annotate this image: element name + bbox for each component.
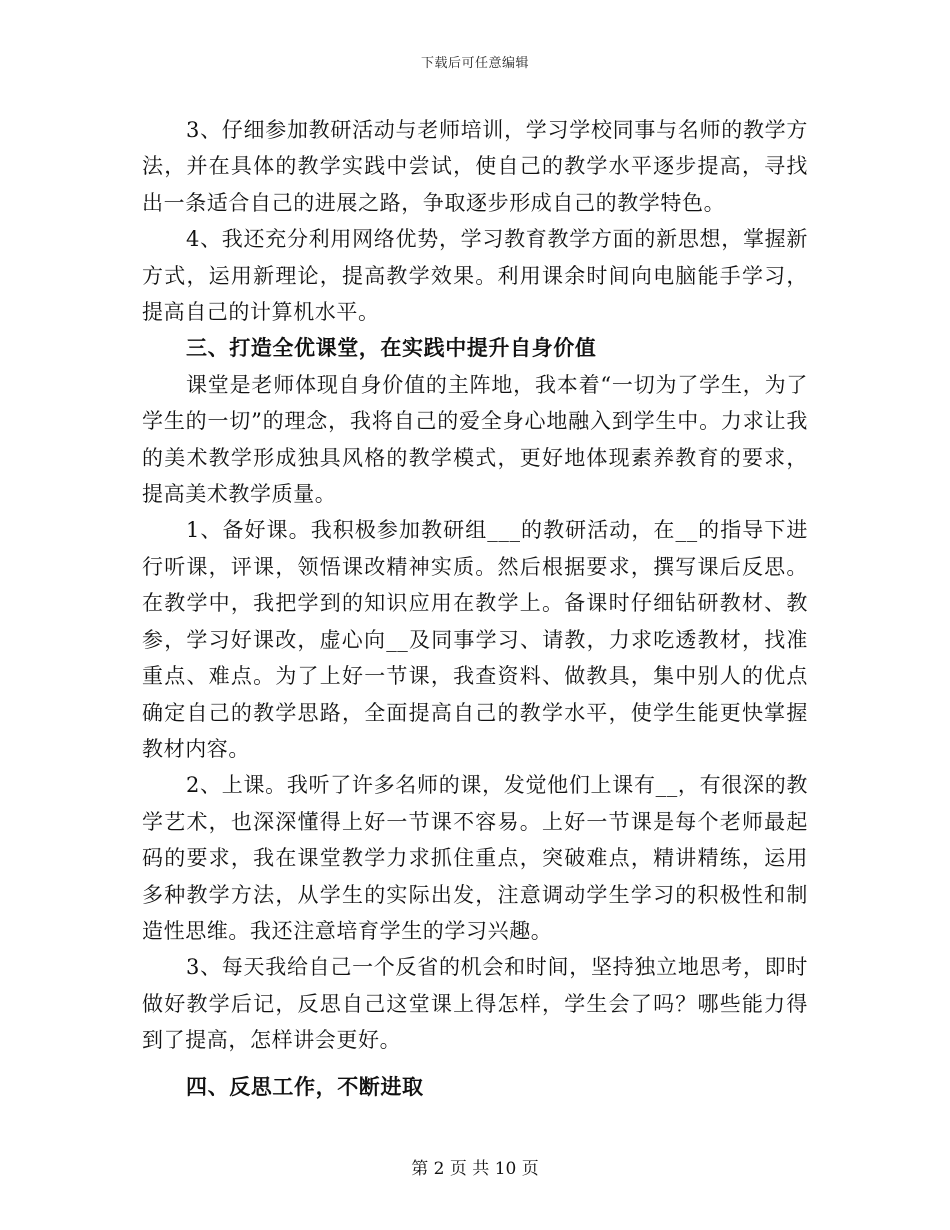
paragraph-item-4-network: 4、我还充分利用网络优势，学习教育教学方面的新思想，掌握新方式，运用新理论，提高教学效果。利用课余时间向电脑能手学习，提高自己的计算机水平。 [142,227,808,325]
paragraph-classroom-intro: 课堂是老师体现自身价值的主阵地，我本着“一切为了学生，为了学生的一切”的理念，我将自己的爱全身心地融入到学生中。力求让我的美术教学形成独具风格的教学模式，更好地体现素养教育的要求，提高美术教学质量。 [142,372,808,507]
paragraph-item-3-reflect: 3、每天我给自己一个反省的机会和时间，坚持独立地思考，即时做好教学后记，反思自己这堂课上得怎样，学生会了吗？哪些能力得到了提高，怎样讲会更好。 [142,955,808,1053]
section-heading-4: 四、反思工作，不断进取 [186,1073,424,1099]
page-number: 第 2 页 共 10 页 [411,1159,539,1179]
document-body [142,112,808,1105]
paragraph-item-2-teaching: 2、上课。我听了许多名师的课，发觉他们上课有__，有很深的教学艺术，也深深懂得上好一节课不容易。上好一节课是每个老师最起码的要求，我在课堂教学力求抓住重点，突破难点，精讲精练，运用多种教学方法，从学生的实际出发，注意调动学生学习的积极性和制造性思维。我还注意培育学生的学习兴趣。 [142,773,808,943]
header-note: 下载后可任意编辑 [420,56,529,71]
paragraph-item-1-prepare: 1、备好课。我积极参加教研组___的教研活动，在__的指导下进行听课，评课，领悟课改精神实质。然后根据要求，撰写课后反思。在教学中，我把学到的知识应用在教学上。备课时仔细钻研教材、教参，学习好课改，虚心向__及同事学习、请教，力求吃透教材，找准重点、难点。为了上好一节课，我查资料、做教具，集中别人的优点确定自己的教学思路，全面提高自己的教学水平，使学生能更快掌握教材内容。 [142,518,808,761]
section-heading-3: 三、打造全优课堂，在实践中提升自身价值 [186,335,597,361]
paragraph-item-3-research: 3、仔细参加教研活动与老师培训，学习学校同事与名师的教学方法，并在具体的教学实践中尝试，使自己的教学水平逐步提高，寻找出一条适合自己的进展之路，争取逐步形成自己的教学特色。 [142,118,808,215]
